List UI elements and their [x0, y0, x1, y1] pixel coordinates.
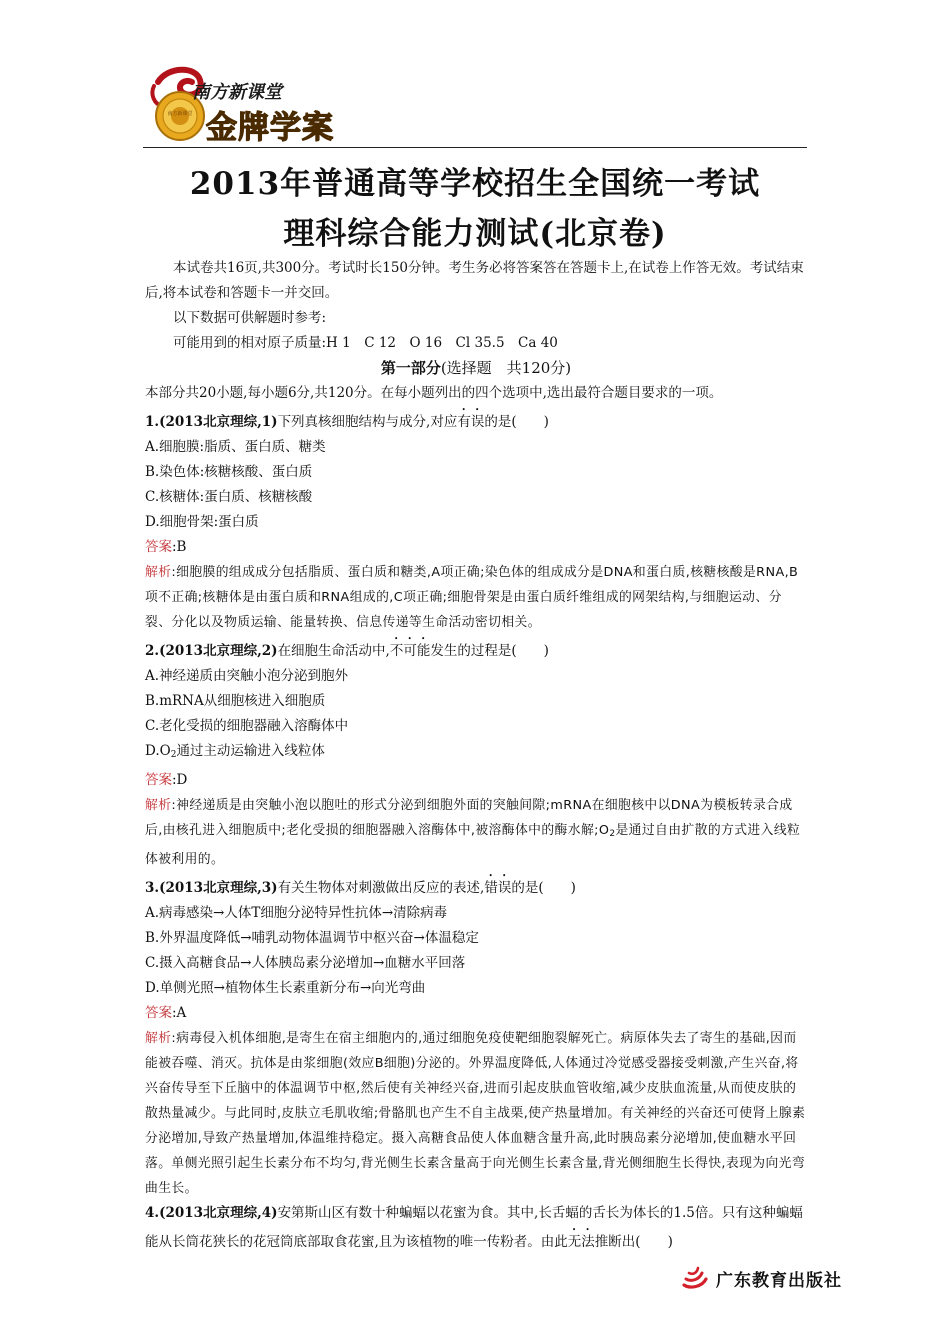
- subscript: 2: [609, 829, 616, 839]
- question-stem: [145, 406, 807, 435]
- answer-value: :B: [172, 539, 187, 555]
- publisher-footer: [680, 1264, 842, 1292]
- publisher-logo: [148, 64, 348, 146]
- option-d: D.单侧光照→植物体生长素重新分布→向光弯曲: [145, 980, 426, 996]
- stem-text: 下列真核细胞结构与成分,对应: [277, 414, 458, 430]
- part-description: 本部分共20小题,每小题6分,共120分。在每小题列出的四个选项中,选出最符合题目要求的一项。: [145, 385, 723, 401]
- answer-line: [145, 535, 807, 560]
- emphasis-text: 错误: [484, 880, 512, 896]
- logo-seal-text: 南方新课堂: [167, 111, 193, 117]
- question-stem: [145, 1201, 807, 1255]
- explanation-text: :神经递质是由突触小泡以胞吐的形式分泌到细胞外面的突触间隙;mRNA在细胞核中以DNA为模板转录合成后,由核孔进入细胞质中;老化受损的细胞器融入溶酶体中,被溶酶体中的酶水解;O: [145, 798, 793, 838]
- answer-label: 答案: [145, 772, 172, 788]
- option-b: B.外界温度降低→哺乳动物体温调节中枢兴奋→体温稳定: [145, 930, 479, 946]
- option-a: A.病毒感染→人体T细胞分泌特异性抗体→清除病毒: [145, 905, 448, 921]
- question-stem: [145, 872, 807, 901]
- question-number: 3: [145, 880, 155, 896]
- emphasis-text: 不可能: [389, 643, 431, 659]
- answer-value: :D: [172, 772, 188, 788]
- publisher-swoosh-icon: [680, 1265, 708, 1291]
- option-c: C.老化受损的细胞器融入溶酶体中: [145, 718, 349, 734]
- option-d-prefix: D.O: [145, 743, 171, 759]
- question-source: .(2013北京理综,1): [154, 414, 278, 430]
- explanation-text: :病毒侵入机体细胞,是寄生在宿主细胞内的,通过细胞免疫使靶细胞裂解死亡。病原体失去了寄生的基础,因而能被吞噬、消灭。抗体是由浆细胞(效应B细胞)分泌的。外界温度降低,人体通过冷觉感受器接受刺激,产生兴奋,将兴奋传导至下丘脑中的体温调节中枢,然后使有关神经兴奋,进而引起皮肤血管收缩,减少皮肤血流量,从而使皮肤的散热量减少。与此同时,皮肤立毛肌收缩;骨骼肌也产生不自主战栗,使产热量增加。有关神经的兴奋还可使肾上腺素分泌增加,导致产热量增加,体温维持稳定。摄入高糖食品使人体血糖含量升高,此时胰岛素分泌增加,使血糖水平回落。单侧光照引起生长素分布不均匀,背光侧生长素含量高于向光侧生长素含量,背光侧细胞生长得快,表现为向光弯曲生长。: [145, 1031, 806, 1196]
- option-c: C.核糖体:蛋白质、核糖核酸: [145, 489, 313, 505]
- question-source: .(2013北京理综,2): [154, 643, 278, 659]
- question-number: 4: [145, 1205, 155, 1221]
- subscript: 2: [170, 750, 177, 760]
- question-number: 2: [145, 643, 155, 659]
- stem-text: 有关生物体对刺激做出反应的表述,: [277, 880, 485, 896]
- part-heading: [145, 356, 807, 381]
- explanation: [145, 560, 807, 635]
- explanation-text: :细胞膜的组成成分包括脂质、蛋白质和糖类,A项正确;染色体的组成成分是DNA和蛋白质,核糖核酸是RNA,B项不正确;核糖体是由蛋白质和RNA组成的,C项正确;细胞骨架是由蛋白质纤维组成的网架结构,与细胞运动、分裂、分化以及物质运输、能量转换、信息传递等生命活动密切相关。: [145, 565, 799, 630]
- question-number: 1: [145, 414, 155, 430]
- answer-label: 答案: [145, 539, 172, 555]
- explanation: [145, 1026, 807, 1201]
- answer-line: [145, 768, 807, 793]
- stem-text-end: 的是( ): [511, 880, 576, 896]
- explanation: [145, 793, 807, 872]
- logo-main-text: 金牌学案: [206, 110, 334, 146]
- stem-text-end: 发生的过程是( ): [430, 643, 549, 659]
- explanation-label: 解析: [145, 565, 172, 580]
- option-a: A.细胞膜:脂质、蛋白质、糖类: [145, 439, 326, 455]
- option-c: C.摄入高糖食品→人体胰岛素分泌增加→血糖水平回落: [145, 955, 466, 971]
- exam-title: 2013年普通高等学校招生全国统一考试: [189, 166, 761, 202]
- stem-text-end: 推断出( ): [594, 1234, 673, 1250]
- exam-subtitle: 理科综合能力测试(北京卷): [283, 216, 667, 252]
- question-source: .(2013北京理综,3): [154, 880, 278, 896]
- option-b: B.染色体:核糖核酸、蛋白质: [145, 464, 313, 480]
- intro-reference-note: 以下数据可供解题时参考:: [173, 310, 327, 326]
- atomic-mass-line: 可能用到的相对原子质量:H 1 C 12 O 16 Cl 35.5 Ca 40: [173, 335, 558, 351]
- stem-text-end: 的是( ): [484, 414, 549, 430]
- option-d: [145, 739, 807, 768]
- emphasis-text: 无法: [567, 1234, 595, 1250]
- header-divider: [143, 147, 807, 148]
- intro-paragraph: 本试卷共16页,共300分。考试时长150分钟。考生务必将答案答在答题卡上,在试卷上作答无效。考试结束后,将本试卷和答题卡一并交回。: [145, 260, 804, 301]
- part-heading-bold: 第一部分: [380, 359, 441, 377]
- emphasis-text: 有误: [457, 414, 485, 430]
- answer-label: 答案: [145, 1005, 172, 1021]
- publisher-name: 广东教育出版社: [716, 1270, 842, 1291]
- option-b: B.mRNA从细胞核进入细胞质: [145, 693, 326, 709]
- option-d: D.细胞骨架:蛋白质: [145, 514, 259, 530]
- explanation-text-end: 是通过自由扩散的方式进入线粒体被利用的。: [145, 823, 801, 867]
- question-stem: [145, 635, 807, 664]
- logo-top-text: 南方新课堂: [192, 82, 282, 103]
- part-heading-rest: (选择题 共120分): [440, 359, 572, 377]
- option-d-suffix: 通过主动运输进入线粒体: [176, 743, 325, 759]
- answer-line: [145, 1001, 807, 1026]
- stem-text: 安第斯山区有数十种蝙蝠以花蜜为食。其中,长舌蝠的舌长为体长的1.5倍。只有这种蝙蝠能从长筒花狭长的花冠筒底部取食花蜜,且为该植物的唯一传粉者。由此: [145, 1205, 803, 1250]
- explanation-label: 解析: [145, 798, 172, 813]
- option-a: A.神经递质由突触小泡分泌到胞外: [145, 668, 349, 684]
- document-body: [145, 256, 807, 1255]
- stem-text: 在细胞生命活动中,: [277, 643, 390, 659]
- explanation-label: 解析: [145, 1031, 172, 1046]
- answer-value: :A: [172, 1005, 187, 1021]
- question-source: .(2013北京理综,4): [154, 1205, 278, 1221]
